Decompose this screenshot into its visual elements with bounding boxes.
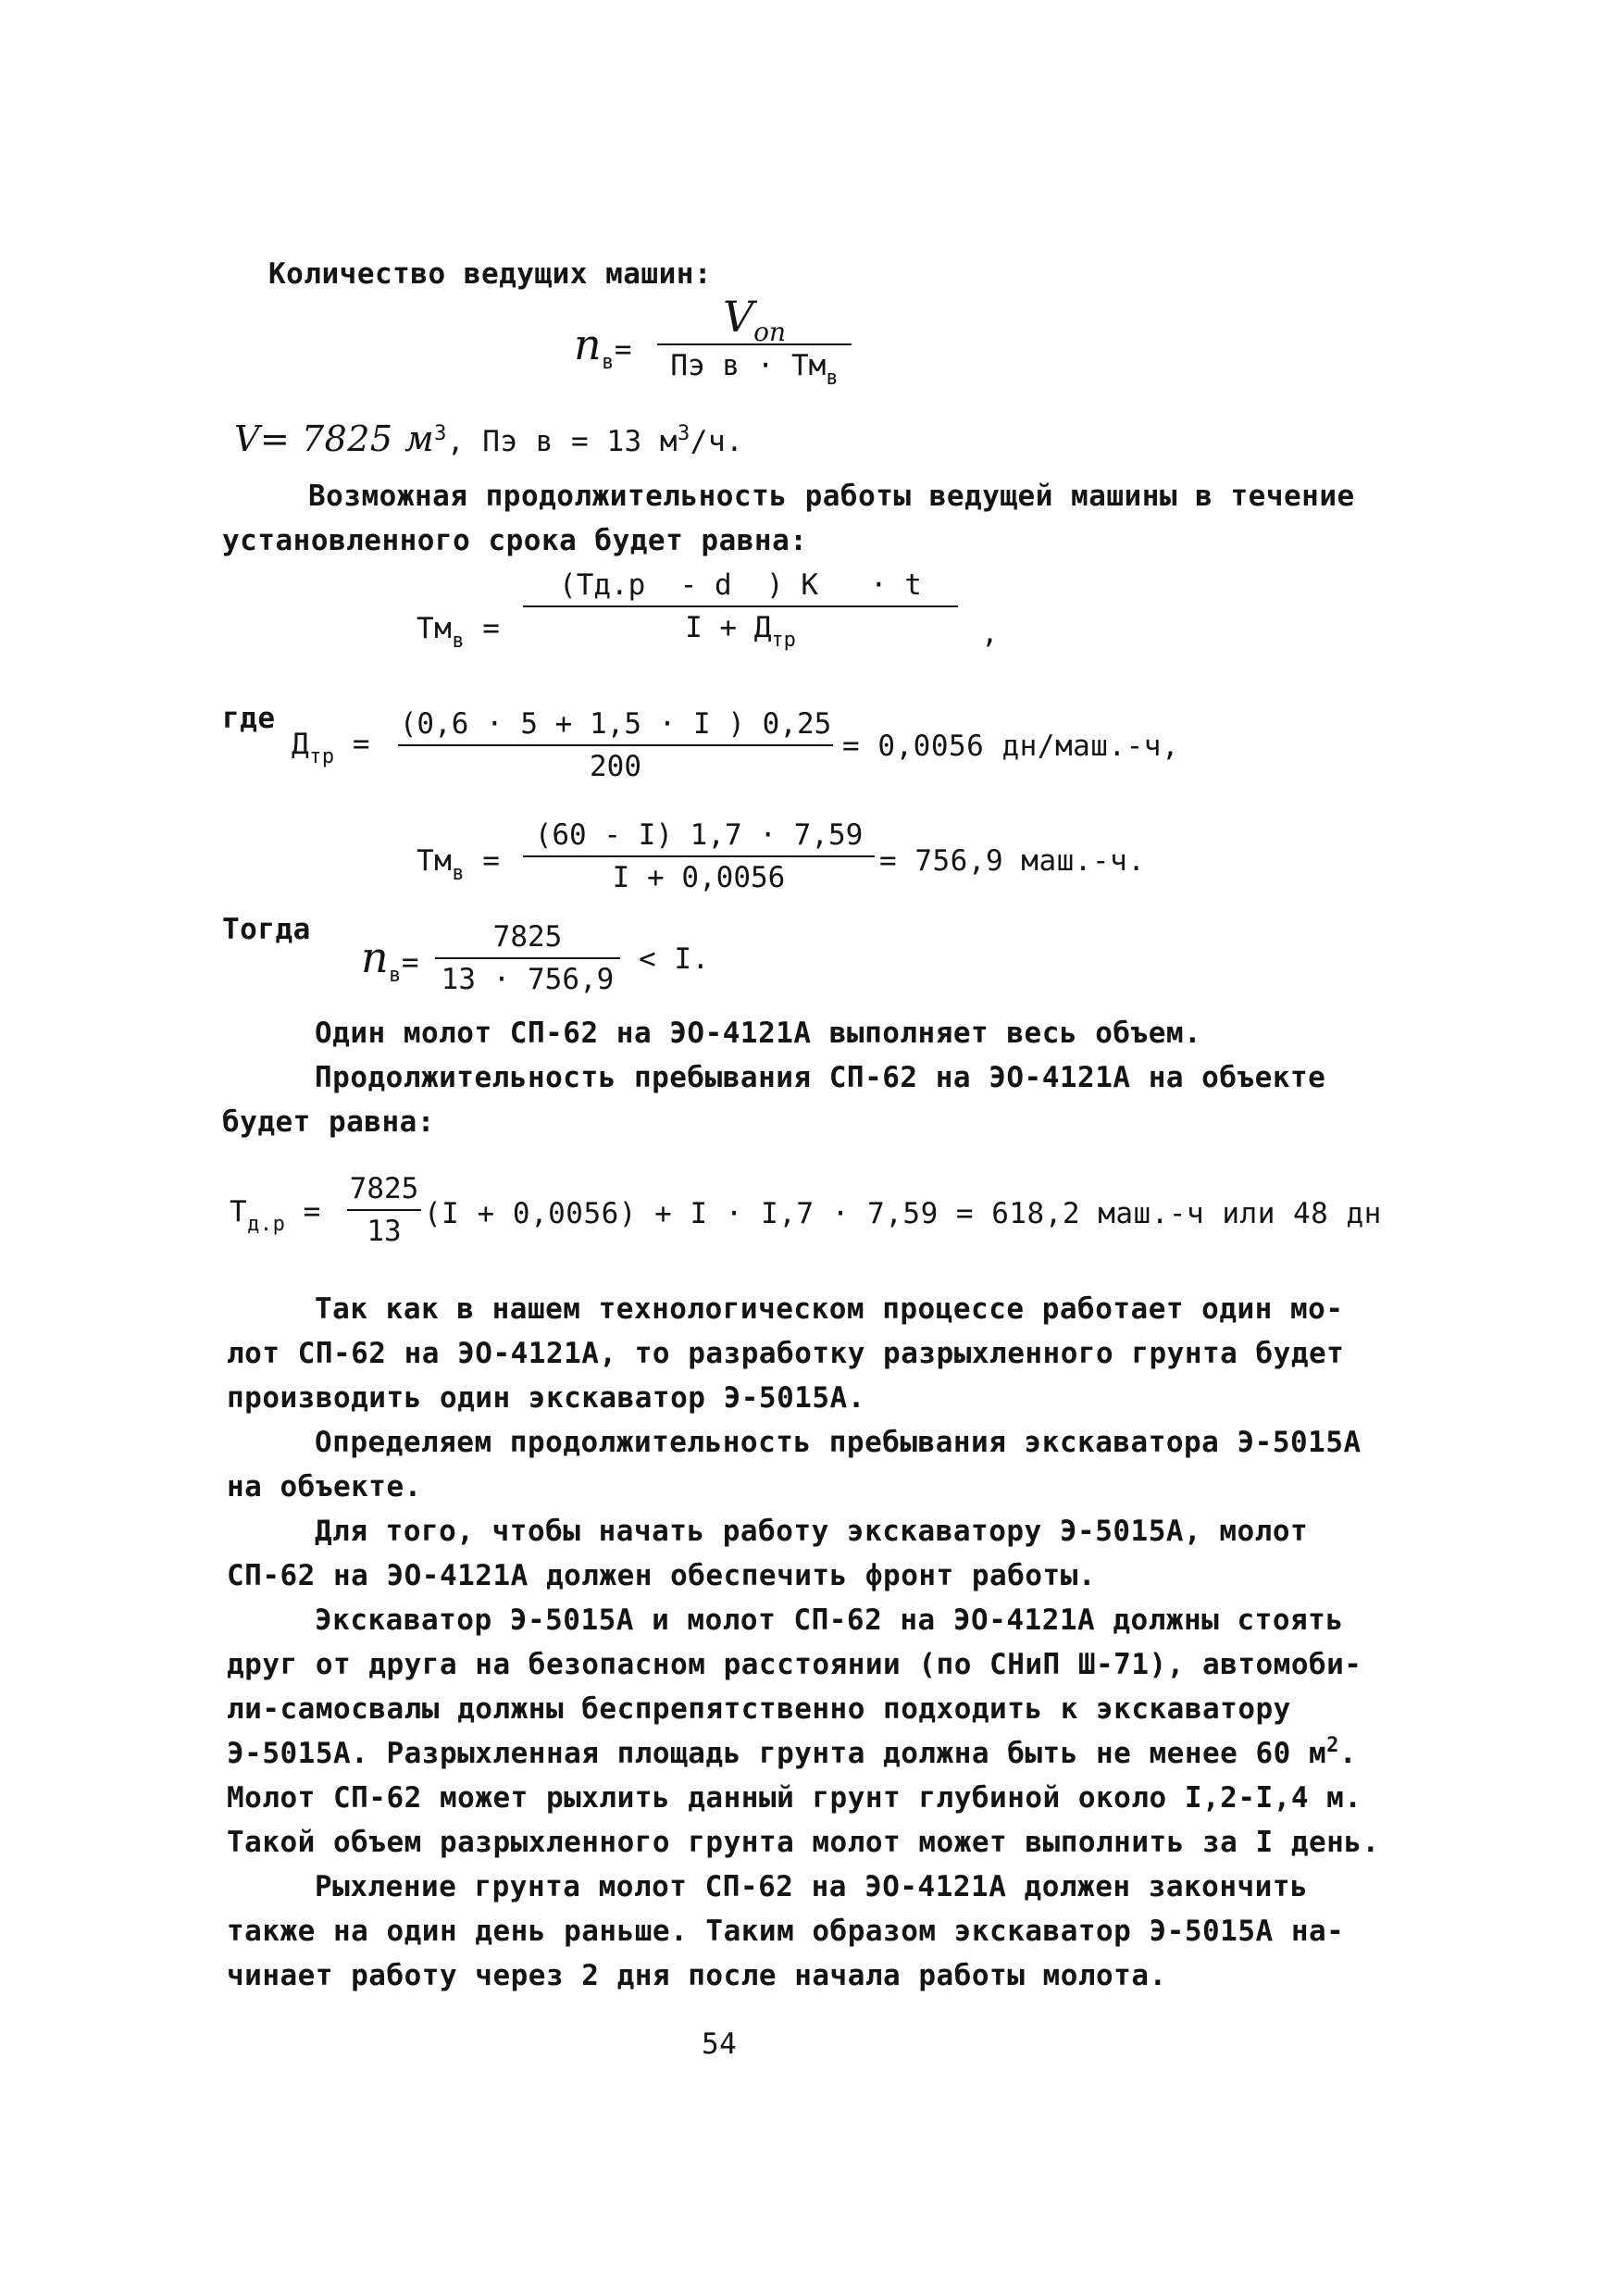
formula-subscript: в [452, 630, 466, 653]
text-line [227, 1731, 1357, 1779]
formula-equals: = [401, 946, 420, 980]
formula-equals: = [465, 844, 501, 878]
text-line: на объекте. [227, 1470, 422, 1504]
formula-subscript: в [602, 351, 615, 374]
formula-superscript: 3 [434, 422, 447, 445]
text-line: чинает работу через 2 дня после начала работы молота. [227, 1959, 1167, 1992]
text-line: Молот СП-62 может рыхлить данный грунт глубиной около I,2-I,4 м. [227, 1781, 1362, 1815]
text-line: Определяем продолжительность пребывания экскаватора Э-5015А [315, 1426, 1362, 1459]
formula-text: /ч. [690, 425, 744, 458]
formula-text: 13 · 756,9 [441, 963, 615, 996]
formula-fraction [435, 917, 620, 1000]
fraction-denominator [590, 746, 641, 787]
fraction-denominator [613, 857, 786, 898]
formula-fraction [347, 1168, 421, 1252]
text-line: производить один экскаватор Э-5015А. [227, 1381, 865, 1415]
formula-rest: (I + 0,0056) + I · I,7 · 7,59 = 618,2 маш.-ч или 48 дн [424, 1197, 1382, 1230]
formula-text: 7825 [492, 920, 563, 954]
text-line: Рыхление грунта молот СП-62 на ЭО-4121А должен закончить [315, 1870, 1309, 1903]
formula-symbol: n [361, 932, 390, 982]
formula-text: I + Д [685, 611, 772, 644]
text-span: . [1338, 1737, 1358, 1770]
fraction-numerator [493, 917, 563, 957]
fraction-numerator [559, 565, 922, 605]
formula-text: V= 7825 м [234, 418, 435, 459]
formula-lhs [361, 932, 420, 989]
fraction-denominator [442, 959, 615, 1000]
formula-symbol: n [574, 319, 603, 369]
text-line: ли-самосвалы должны беспрепятственно подходить к экскаватору [227, 1692, 1291, 1726]
fraction-numerator [350, 1168, 419, 1209]
text-line: где [222, 702, 276, 735]
formula-text: Т [230, 1195, 248, 1229]
fraction-denominator [367, 1211, 401, 1252]
formula-text: Д [292, 728, 310, 761]
formula-subscript: в [389, 964, 402, 987]
fraction-numerator [400, 704, 832, 744]
text-line: установленного срока будет равна: [222, 524, 808, 557]
formula-lhs [230, 1190, 321, 1238]
formula-result: < I. [639, 942, 710, 976]
fraction-numerator [535, 815, 864, 855]
text-line: Один молот СП-62 на ЭО-4121А выполняет весь объем. [315, 1017, 1202, 1050]
text-line: СП-62 на ЭО-4121А должен обеспечить фронт работы. [227, 1559, 1097, 1592]
formula-lhs [292, 722, 370, 770]
text-line: друг от друга на безопасном расстоянии (по СНиП Ш-71), автомоби- [227, 1648, 1362, 1681]
formula-text: (0,6 · 5 + 1,5 · I ) 0,25 [399, 707, 832, 741]
text-span: Э-5015А. Разрыхленная площадь грунта должна быть не менее 60 м [227, 1737, 1327, 1770]
text-line: Такой объем разрыхленного грунта молот может выполнить за I день. [227, 1826, 1380, 1859]
text-line: Экскаватор Э-5015А и молот СП-62 на ЭО-4121А должны стоять [315, 1603, 1344, 1637]
formula-fraction [523, 565, 958, 652]
formula-result: = 756,9 маш.-ч. [879, 844, 1146, 878]
formula-subscript: д.р [247, 1213, 286, 1236]
formula-result: = 0,0056 дн/маш.-ч, [842, 730, 1180, 763]
fraction-numerator [722, 292, 787, 347]
formula-text: (Тд.р - d ) К · t [559, 568, 922, 602]
formula-text: I + 0,0056 [612, 861, 786, 894]
text-line: Продолжительность пребывания СП-62 на ЭО-4121А на объекте [315, 1061, 1326, 1094]
formula-fraction [398, 704, 833, 787]
formula-subscript: в [452, 862, 466, 885]
formula-equals: = [285, 1195, 321, 1229]
formula-equals: = [334, 728, 370, 761]
formula-lhs [417, 839, 500, 887]
formula-symbol: V [722, 292, 754, 342]
formula-subscript: тр [309, 745, 335, 768]
text-superscript: 2 [1326, 1734, 1339, 1757]
formula-lhs [417, 606, 500, 655]
formula-text: Тм [417, 612, 453, 645]
text-line: Для того, чтобы начать работу экскаватору Э-5015А, молот [315, 1515, 1309, 1548]
formula-subscript: тр [771, 629, 796, 652]
text-line: Возможная продолжительность работы ведущей машины в течение [308, 480, 1355, 513]
formula-superscript: 3 [678, 422, 690, 445]
text-line: также на один день раньше. Таким образом экскаватор Э-5015А на- [227, 1915, 1345, 1948]
formula-subscript: оп [753, 317, 787, 347]
fraction-denominator [685, 607, 796, 652]
text-line: будет равна: [222, 1105, 435, 1139]
formula-lhs [574, 319, 633, 376]
text-line: лот СП-62 на ЭО-4121А, то разработку разрыхленного грунта будет [227, 1337, 1345, 1370]
text-line: Количество ведущих машин: [268, 257, 713, 291]
formula-text: (60 - I) 1,7 · 7,59 [534, 818, 864, 852]
formula-line [234, 417, 743, 468]
text-line: Так как в нашем технологическом процессе работает один мо- [315, 1292, 1344, 1326]
formula-equals: = [465, 612, 501, 645]
formula-comma: , [981, 617, 1000, 650]
text-line: Тогда [222, 913, 311, 946]
formula-text: Пэ в · Тм [670, 349, 827, 382]
formula-fraction [657, 292, 852, 390]
formula-text: 200 [590, 750, 641, 783]
formula-text: 7825 [349, 1172, 419, 1205]
formula-text: 13 [367, 1215, 402, 1248]
formula-text: Тм [417, 844, 453, 878]
fraction-denominator [670, 345, 838, 390]
formula-text: , Пэ в = 13 м [446, 425, 678, 458]
page-number: 54 [702, 2028, 738, 2061]
formula-fraction [523, 815, 875, 898]
formula-subscript: в [826, 367, 839, 390]
formula-equals: = [614, 333, 633, 367]
